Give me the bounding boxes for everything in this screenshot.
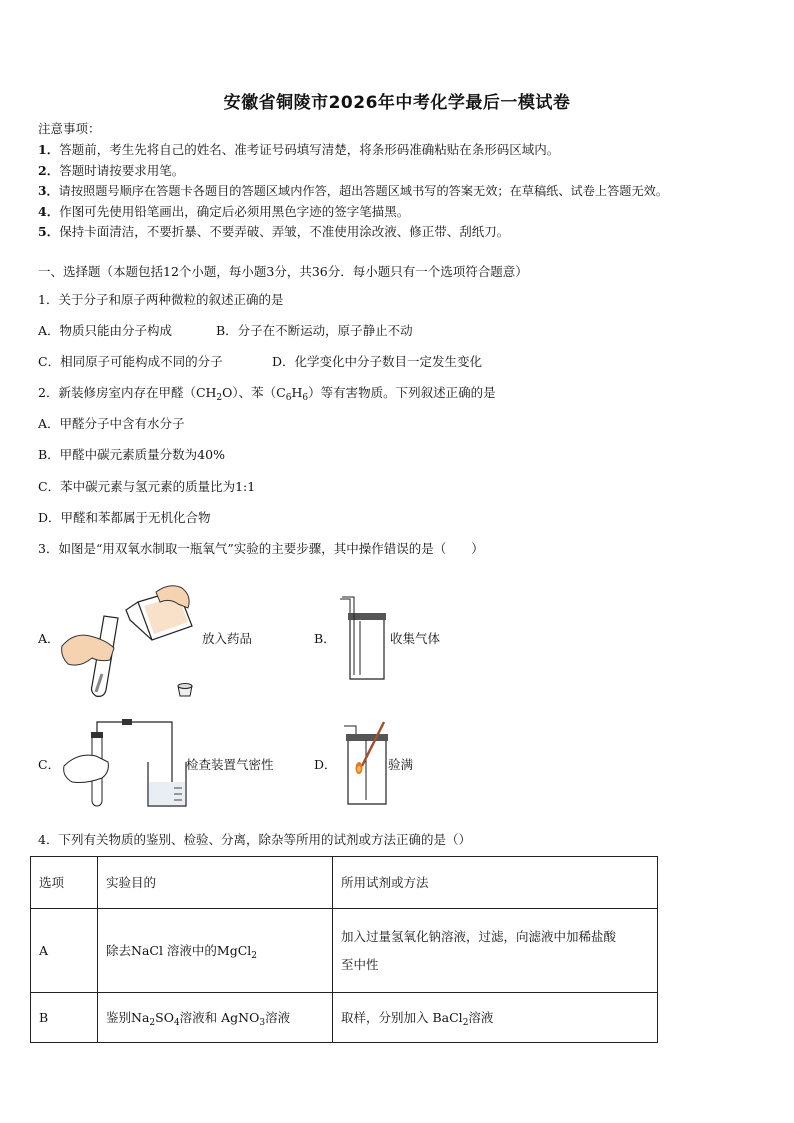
page-title: 安徽省铜陵市2026年中考化学最后一模试卷 <box>223 93 571 113</box>
q1-option-a: A．物质只能由分子构成 <box>38 323 173 338</box>
q2-option-a: A．甲醛分子中含有水分子 <box>38 416 185 431</box>
q3-option-d-label: 验满 <box>388 757 414 772</box>
table-header-cell: 选项 <box>31 857 98 909</box>
section-heading: 一、选择题（本题包括12个小题，每小题3分，共36分．每小题只有一个选项符合题意） <box>38 264 528 279</box>
q2-stem: 2．新装修房室内存在甲醛$(CH_2O)$、苯$(C_6H_6)$等有害物质。下列叙述正确的是 <box>38 385 496 403</box>
notice-item: 3．请按照题号顺序在答题卡各题目的答题区域内作答，超出答题区域书写的答案无效；在草稿纸、试卷上答题无效。 <box>38 184 669 198</box>
airtightness-check-illustration <box>62 716 192 812</box>
q1-option-c: C．相同原子可能构成不同的分子 <box>38 354 223 369</box>
table-cell: 加入过量氢氧化钠溶液，过滤，向滤液中加稀盐酸 至中性 <box>333 909 658 993</box>
q3-option-b-letter: B． <box>314 631 336 646</box>
notice-item: 2．答题时请按要求用笔。 <box>38 163 185 178</box>
q3-stem: 3．如图是“用双氧水制取一瓶氧气”实验的主要步骤，其中操作错误的是（ ） <box>38 541 484 556</box>
table-header-cell: 所用试剂或方法 <box>333 857 658 909</box>
table-header-row <box>31 857 658 909</box>
notice-item: 4．作图可先使用铅笔画出，确定后必须用黑色字迹的签字笔描黑。 <box>38 204 410 219</box>
table-header-cell: 实验目的 <box>98 857 333 909</box>
table-cell: B <box>31 993 98 1043</box>
q3-option-c-letter: C． <box>38 757 61 772</box>
notice-heading: 注意事项： <box>38 121 101 136</box>
q1-stem: 1．关于分子和原子两种微粒的叙述正确的是 <box>38 292 284 307</box>
q3-option-b-label: 收集气体 <box>390 631 441 646</box>
q1-option-d: D．化学变化中分子数目一定发生变化 <box>272 354 483 369</box>
q3-option-d-letter: D． <box>314 757 337 772</box>
table-cell: A <box>31 909 98 993</box>
table-row <box>31 993 658 1043</box>
table-cell: 取样，分别加入 BaCl$_2$溶液 <box>333 993 658 1043</box>
notice-item: 5．保持卡面清洁，不要折暴、不要弄破、弄皱，不准使用涂改液、修正带、刮纸刀。 <box>38 224 510 239</box>
table-row <box>31 909 658 993</box>
q4-table <box>30 856 658 1043</box>
q2-option-c: C．苯中碳元素与氢元素的质量比为1:1 <box>38 479 256 494</box>
q1-option-b: B．分子在不断运动，原子静止不动 <box>216 323 413 338</box>
table-cell: 鉴别$Na_2SO_4$溶液和 AgNO$_3$溶液 <box>98 993 333 1043</box>
q2-option-d: D．甲醛和苯都属于无机化合物 <box>38 510 211 525</box>
notice-item: 1．答题前，考生先将自己的姓名、准考证号码填写清楚，将条形码准确粘贴在条形码区域内。 <box>38 142 560 157</box>
q2-option-b: B．甲醛中碳元素质量分数为40% <box>38 447 225 462</box>
q4-stem: 4．下列有关物质的鉴别、检验、分离，除杂等所用的试剂或方法正确的是（） <box>38 832 471 847</box>
q3-option-a-label: 放入药品 <box>202 631 253 646</box>
q3-option-a-letter: A． <box>38 631 60 646</box>
table-cell: 除去NaCl 溶液中的MgCl$_2$ <box>98 909 333 993</box>
full-check-bottle-illustration <box>340 720 390 808</box>
q3-option-c-label: 检查装置气密性 <box>186 757 274 772</box>
gas-collection-bottle-illustration <box>336 595 396 685</box>
pouring-liquid-illustration <box>60 582 200 702</box>
